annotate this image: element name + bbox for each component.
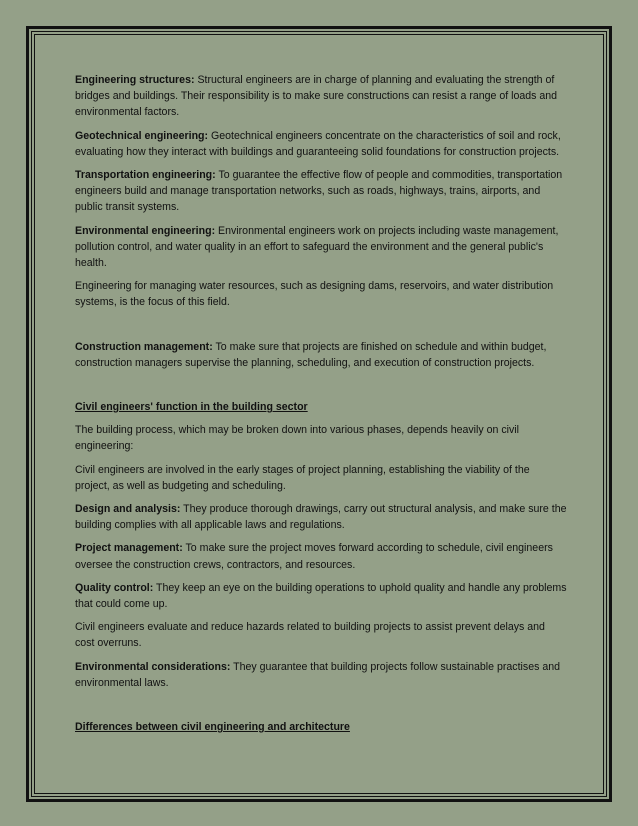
paragraph-design-analysis [75,501,567,533]
term-label: Environmental considerations: [75,660,231,673]
paragraph-text: The building process, which may be broken down into various phases, depends heavily on civil engineering: [75,424,520,453]
paragraph-text: Civil engineers evaluate and reduce hazards related to building projects to assist prevent delays and cost overruns. [75,621,545,650]
term-label: Geotechnical engineering: [75,129,209,142]
section-heading-differences: Differences between civil engineering and architecture [75,721,350,734]
paragraph-risk-management [75,619,567,651]
paragraph-project-management [75,540,567,572]
document-body [75,72,567,742]
paragraph-text: Structural engineers are in charge of planning and evaluating the strength of bridges and buildings. Their responsibility is to make sure constructions can resist a range of loads and environmental factors. [75,74,558,119]
paragraph-building-process [75,422,567,454]
paragraph-text: They keep an eye on the building operations to uphold quality and handle any problems that could come up. [75,581,567,611]
paragraph-text: To make sure the project moves forward according to schedule, civil engineers oversee the construction crews, contractors, and resources. [75,542,553,571]
paragraph-environmental [75,223,567,272]
paragraph-text: Engineering for managing water resources, such as designing dams, reservoirs, and water distribution systems, is the focus of this field. [75,280,554,309]
term-label: Design and analysis: [75,503,181,516]
term-label: Quality control: [75,581,154,594]
paragraph-text: They guarantee that building projects follow sustainable practises and environmental laws. [75,660,560,689]
paragraph-project-planning [75,462,567,494]
term-label: Project management: [75,542,183,555]
paragraph-text: Environmental engineers work on projects including waste management, pollution control, and water quality in an effort to safeguard the environment and the general public's health. [75,224,559,270]
paragraph-construction-management [75,339,567,371]
paragraph-text: To guarantee the effective flow of people and commodities, transportation engineers build and manage transportation networks, such as roads, highways, trains, airports, and public transit systems. [75,169,563,214]
term-label: Transportation engineering: [75,169,216,182]
term-label: Construction management: [75,340,213,353]
paragraph-text: Civil engineers are involved in the early stages of project planning, establishing the viability of the project, as well as budgeting and scheduling. [75,463,530,492]
paragraph-geotechnical [75,128,567,160]
paragraph-water-resources [75,278,567,310]
paragraph-quality-control [75,580,567,612]
paragraph-environmental-considerations [75,659,567,691]
paragraph-engineering-structures [75,72,567,121]
term-label: Engineering structures: [75,74,195,86]
paragraph-text: They produce thorough drawings, carry out structural analysis, and make sure the building complies with all applicable laws and regulations. [75,503,567,532]
term-label: Environmental engineering: [75,224,216,237]
paragraph-transportation [75,167,567,216]
section-heading-civil-engineers-function: Civil engineers' function in the building sector [75,401,308,414]
paragraph-text: To make sure that projects are finished on schedule and within budget, construction managers supervise the planning, scheduling, and execution of construction projects. [75,340,547,369]
paragraph-text: Geotechnical engineers concentrate on the characteristics of soil and rock, evaluating how they interact with buildings and guaranteeing solid foundations for construction projects. [75,129,561,158]
